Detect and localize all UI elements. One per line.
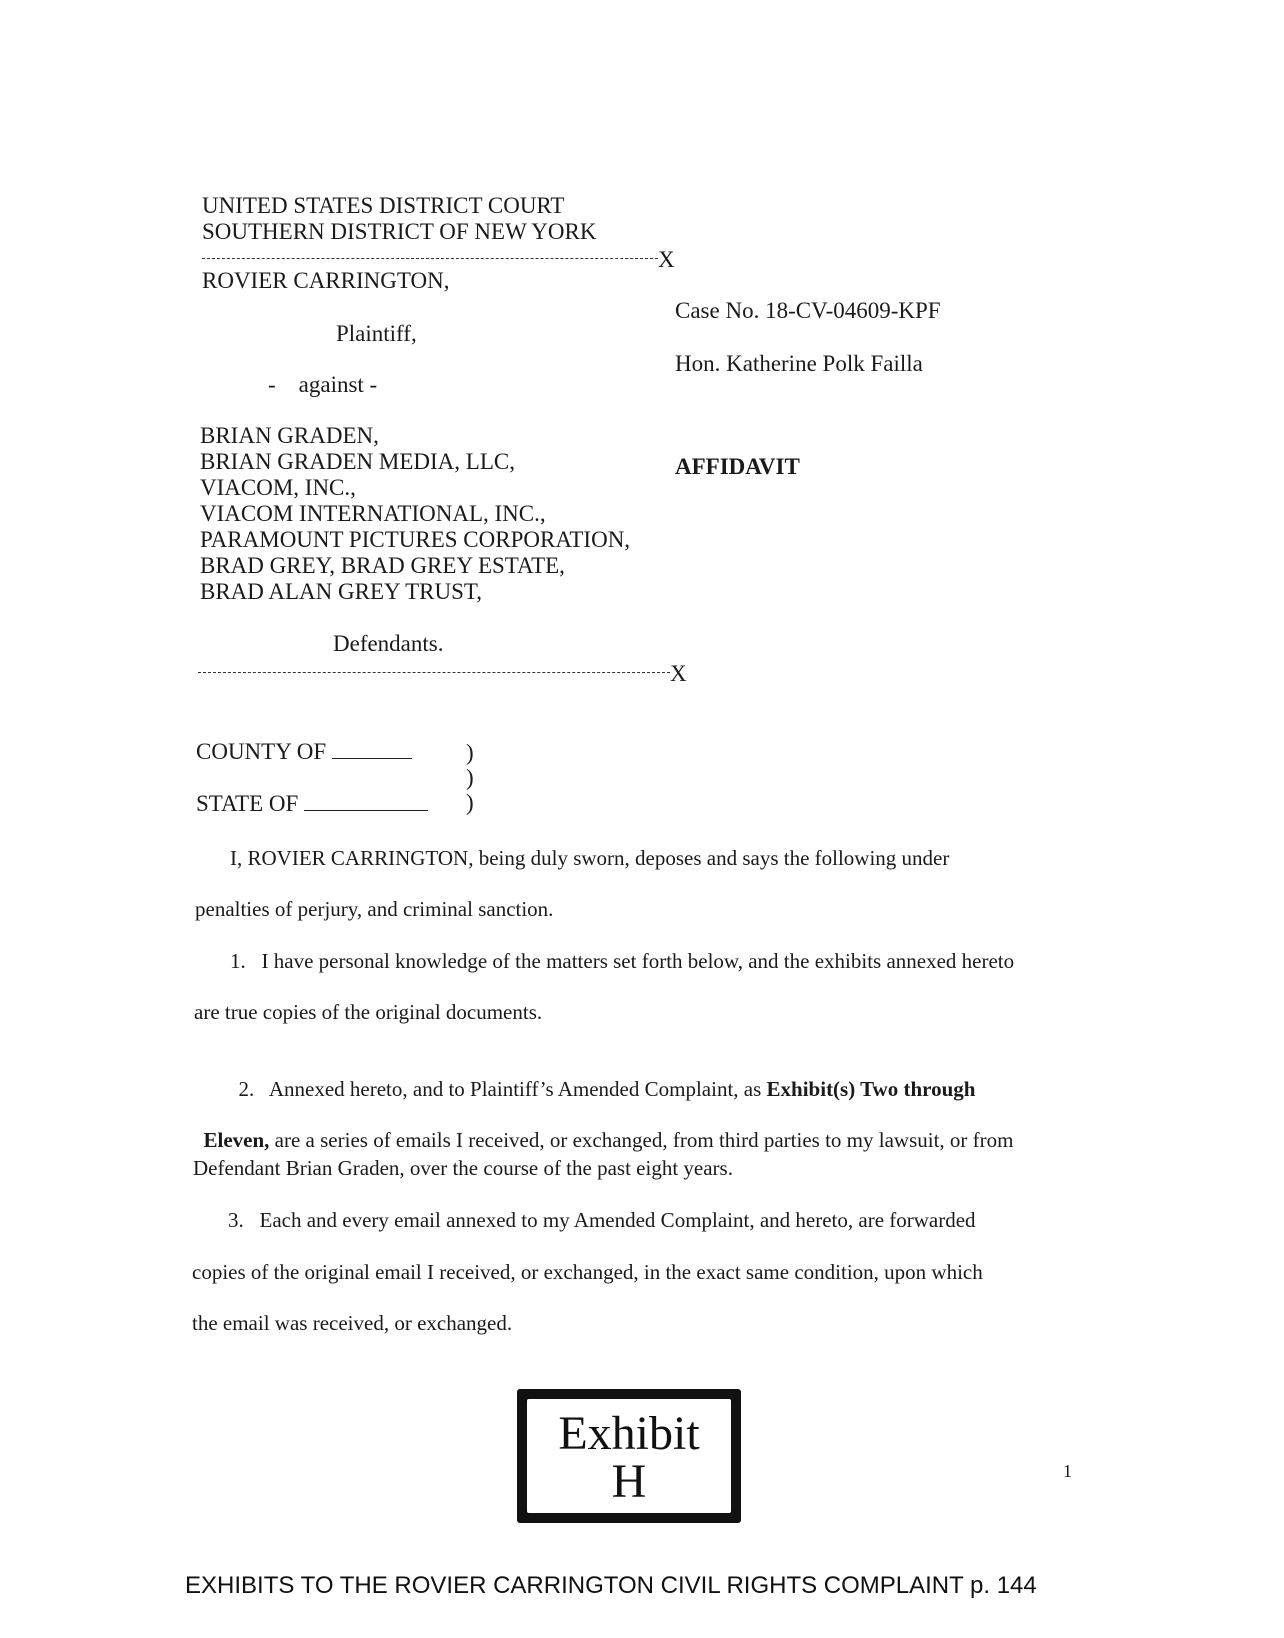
venue-paren: ) [466,765,474,790]
paragraph-2-text: are a series of emails I received, or exchanged, from third parties to my lawsuit, or from [269,1128,1014,1152]
paragraph-2-emphasis: Eleven, [203,1128,270,1152]
state-blank [304,790,428,811]
state-line [196,790,428,817]
plaintiff-label: Plaintiff, [336,321,417,346]
judge-name: Hon. Katherine Polk Failla [675,351,923,376]
state-label: STATE OF [196,791,299,816]
paragraph-1-line: 1. I have personal knowledge of the matters set forth below, and the exhibits annexed hereto [230,949,1015,973]
page-number: 1 [1063,1461,1072,1481]
paragraph-3-line: 3. Each and every email annexed to my Amended Complaint, and hereto, are forwarded [228,1208,976,1232]
paragraph-2-line: Defendant Brian Graden, over the course of the past eight years. [193,1156,733,1180]
venue-paren: ) [466,790,474,815]
defendant-line: BRAD ALAN GREY TRUST, [200,579,482,604]
defendant-line: BRAD GREY, BRAD GREY ESTATE, [200,553,565,578]
intro-line: penalties of perjury, and criminal sanction. [195,897,554,921]
county-label: COUNTY OF [196,739,327,764]
document-type: AFFIDAVIT [675,454,800,479]
defendant-line: VIACOM INTERNATIONAL, INC., [200,501,546,526]
exhibit-stamp-label [527,1399,731,1513]
defendants-label: Defendants. [333,631,444,656]
court-district: SOUTHERN DISTRICT OF NEW YORK [202,219,597,244]
defendant-line: VIACOM, INC., [200,475,356,500]
venue-paren: ) [466,740,474,765]
paragraph-3-line: copies of the original email I received, or exchanged, in the exact same condition, upon which [192,1260,983,1284]
exhibit-stamp [517,1389,741,1523]
paragraph-2-line [228,1053,975,1101]
county-blank [332,738,412,759]
caption-top-rule-x: X [658,247,675,272]
intro-line: I, ROVIER CARRINGTON, being duly sworn, deposes and says the following under [230,846,950,870]
paragraph-2-line [193,1104,1014,1152]
defendant-line: BRIAN GRADEN MEDIA, LLC, [200,449,515,474]
county-line [196,738,412,765]
exhibit-stamp-word: Exhibit [558,1407,700,1460]
caption-bottom-rule-x: X [670,661,687,686]
case-number: Case No. 18-CV-04609-KPF [675,298,941,323]
exhibit-stamp-letter: H [611,1455,647,1508]
paragraph-1-line: are true copies of the original documents. [194,1000,543,1024]
plaintiff-name: ROVIER CARRINGTON, [202,268,450,293]
paragraph-2-text: 2. Annexed hereto, and to Plaintiff’s Amended Complaint, as [238,1077,767,1101]
court-name: UNITED STATES DISTRICT COURT [202,193,565,218]
paragraph-3-line: the email was received, or exchanged. [192,1311,513,1335]
caption-top-rule [202,258,658,259]
footer-caption: EXHIBITS TO THE ROVIER CARRINGTON CIVIL RIGHTS COMPLAINT p. 144 [185,1572,1037,1599]
caption-bottom-rule [198,672,670,673]
defendant-line: BRIAN GRADEN, [200,423,379,448]
defendant-line: PARAMOUNT PICTURES CORPORATION, [200,527,631,552]
against-label: - against - [268,372,378,397]
paragraph-2-emphasis: Exhibit(s) Two through [766,1077,976,1101]
